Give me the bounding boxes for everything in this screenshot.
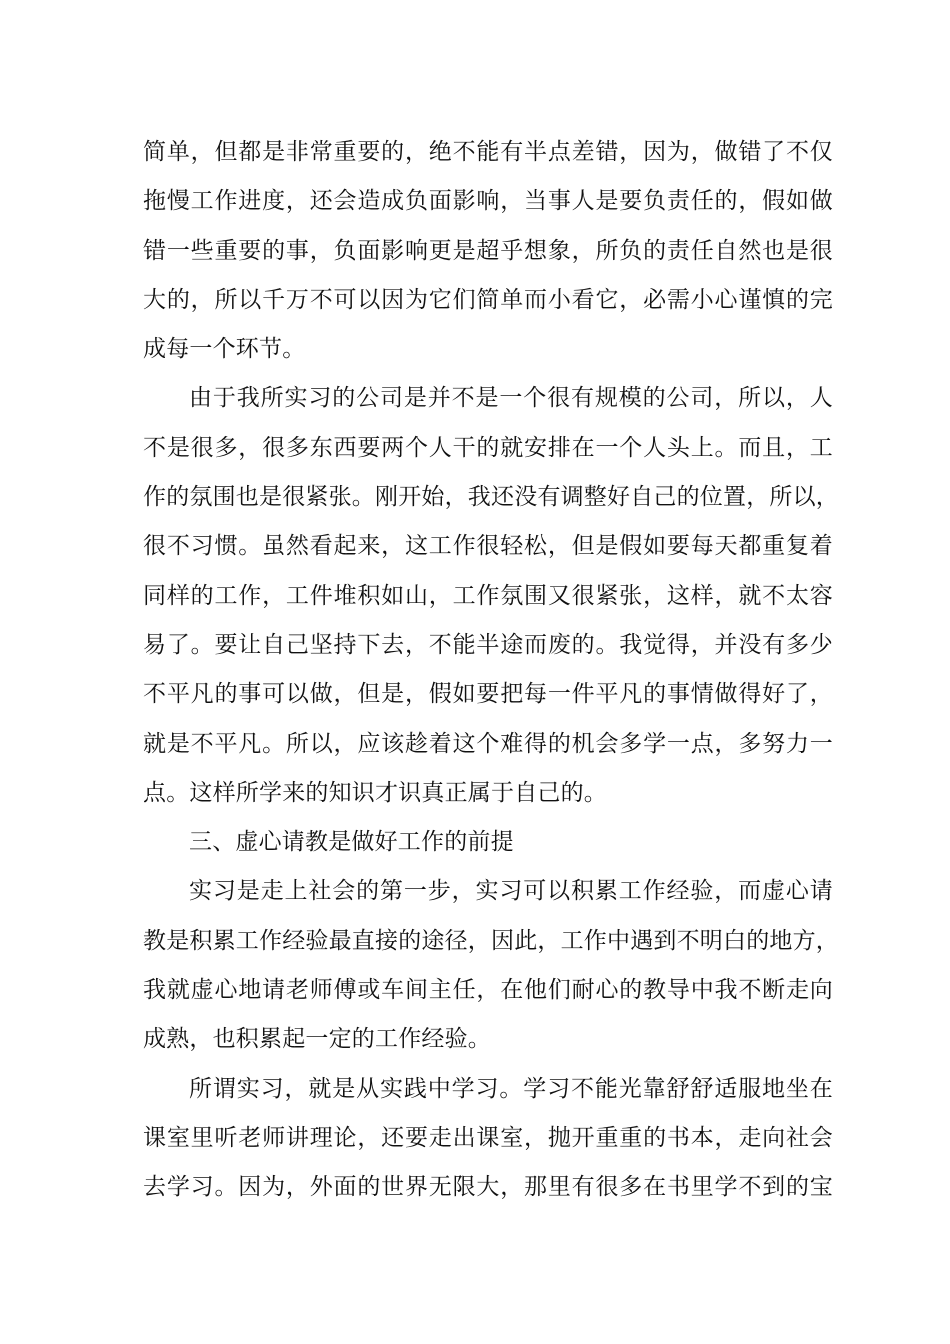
text-line: 作的氛围也是很紧张。刚开始，我还没有调整好自己的位置，所以， (143, 484, 839, 511)
text-line: 易了。要让自己坚持下去，不能半途而废的。我觉得，并没有多少 (143, 631, 833, 658)
text-line: 所谓实习，就是从实践中学习。学习不能光靠舒舒适服地坐在 (189, 1075, 833, 1102)
text-line: 成熟，也积累起一定的工作经验。 (143, 1026, 491, 1053)
document-body (143, 128, 839, 1213)
text-line: 不平凡的事可以做，但是，假如要把每一件平凡的事情做得好了， (143, 681, 833, 708)
text-line: 拖慢工作进度，还会造成负面影响，当事人是要负责任的，假如做 (143, 188, 833, 215)
text-line: 错一些重要的事，负面影响更是超乎想象，所负的责任自然也是很 (143, 237, 833, 264)
text-line: 点。这样所学来的知识才识真正属于自己的。 (143, 779, 607, 806)
text-line: 教是积累工作经验最直接的途径，因此，工作中遇到不明白的地方， (143, 927, 839, 954)
text-line: 简单，但都是非常重要的，绝不能有半点差错，因为，做错了不仅 (143, 139, 833, 165)
text-line: 我就虚心地请老师傅或车间主任，在他们耐心的教导中我不断走向 (143, 977, 833, 1004)
text-line: 很不习惯。虽然看起来，这工作很轻松，但是假如要每天都重复着 (143, 533, 833, 560)
text-line: 大的，所以千万不可以因为它们简单而小看它，必需小心谨慎的完 (143, 286, 833, 313)
text-line: 实习是走上社会的第一步，实习可以积累工作经验，而虚心请 (189, 878, 833, 905)
text-line: 同样的工作，工件堆积如山，工作氛围又很紧张，这样，就不太容 (143, 582, 833, 609)
text-line: 由于我所实习的公司是并不是一个很有规模的公司，所以，人 (189, 385, 833, 412)
text-line: 就是不平凡。所以，应该趁着这个难得的机会多学一点，多努力一 (143, 730, 833, 757)
section-heading: 三、虚心请教是做好工作的前提 (189, 829, 514, 856)
text-line: 课室里听老师讲理论，还要走出课室，抛开重重的书本，走向社会 (143, 1124, 833, 1151)
text-line: 不是很多，很多东西要两个人干的就安排在一个人头上。而且，工 (143, 434, 833, 461)
text-line: 成每一个环节。 (143, 336, 306, 363)
text-line: 去学习。因为，外面的世界无限大，那里有很多在书里学不到的宝 (143, 1174, 833, 1201)
